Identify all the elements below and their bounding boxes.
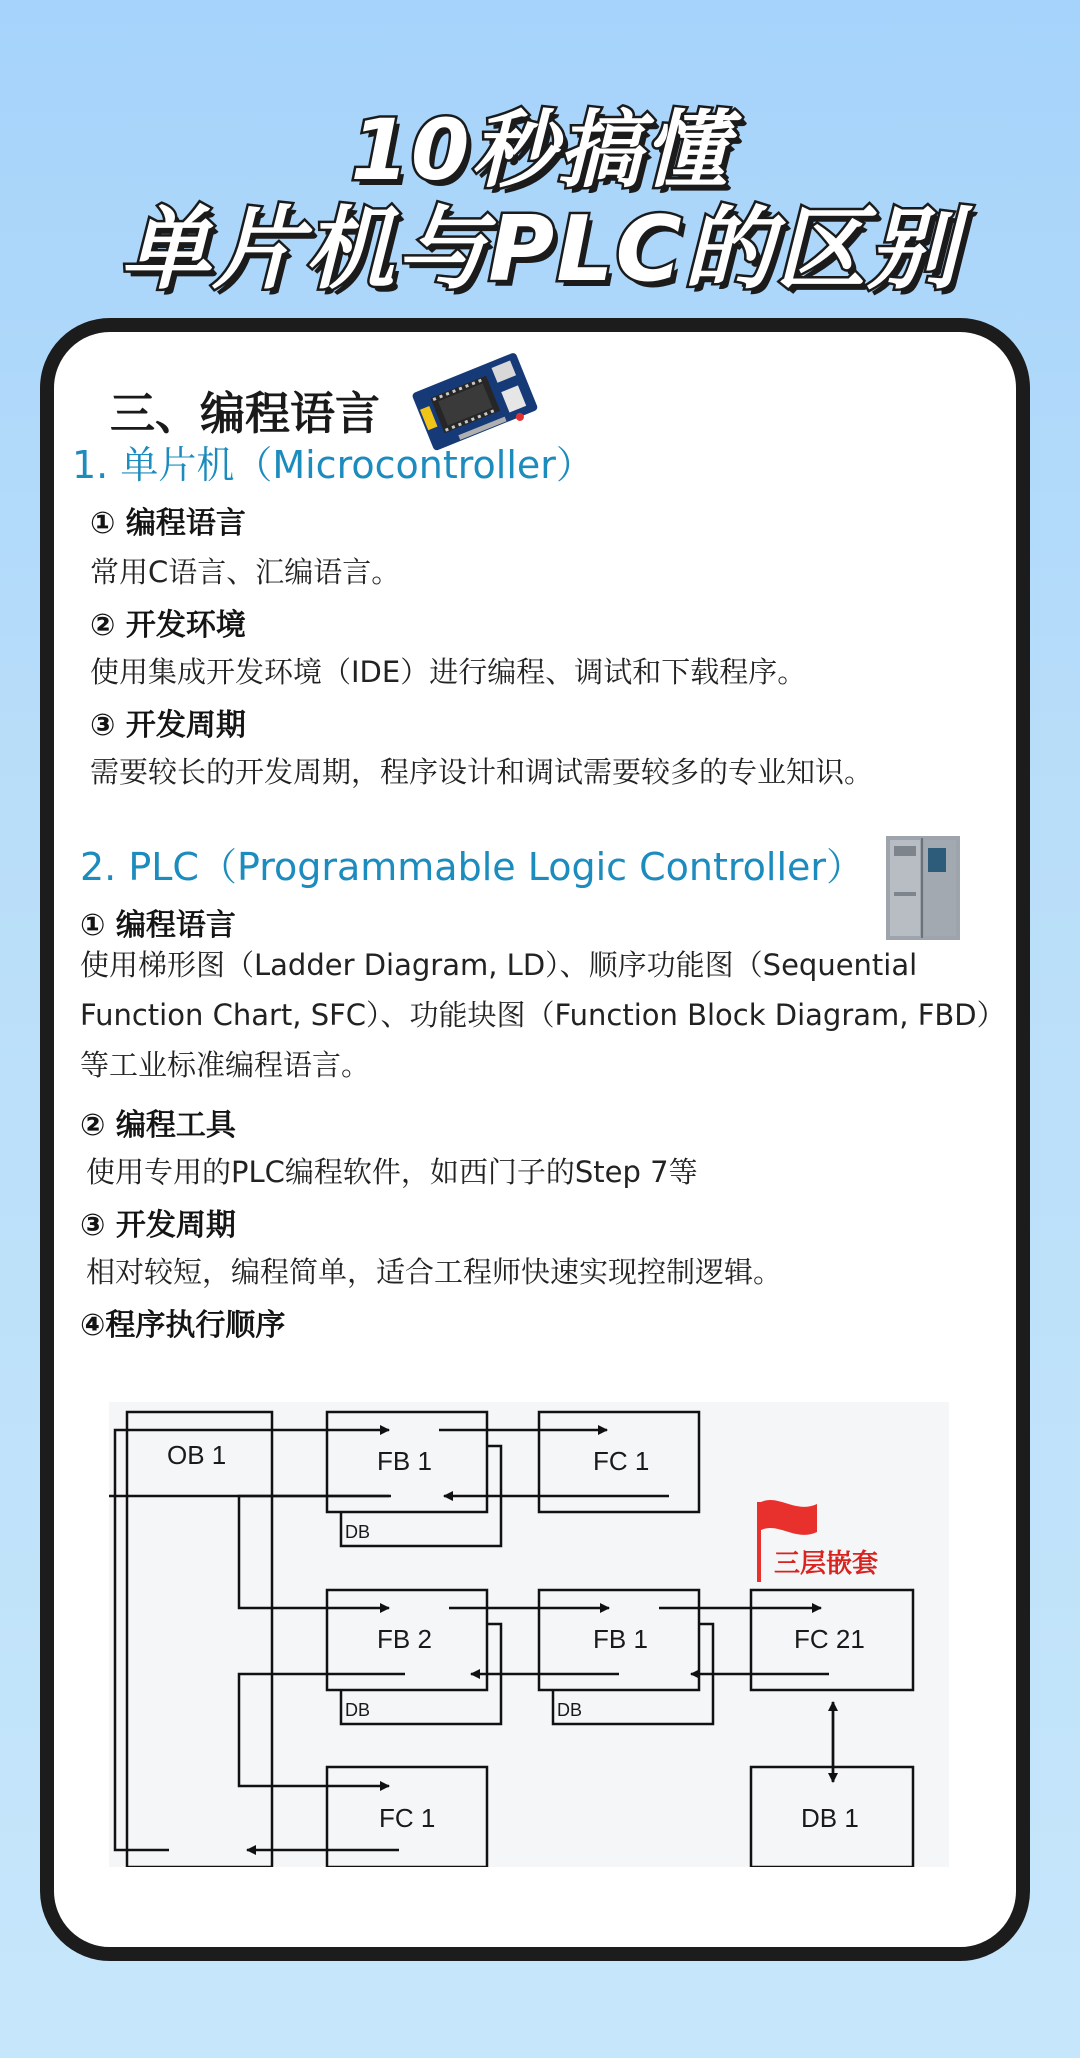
ob1-label: OB 1: [167, 1440, 227, 1470]
fc1-top-label: FC 1: [593, 1446, 650, 1476]
plc-item-3-title: ③ 开发周期: [80, 1208, 236, 1243]
execution-order-diagram: [109, 1402, 949, 1867]
plc-item-4-title: ④程序执行顺序: [80, 1308, 286, 1343]
section-title: 三、编程语言: [110, 387, 381, 440]
db-label-fb1-mid: DB: [557, 1700, 583, 1720]
plc-heading: 2. PLC（Programmable Logic Controller）: [80, 845, 865, 889]
db1-label: DB 1: [801, 1803, 859, 1833]
db-label-fb2: DB: [345, 1700, 371, 1720]
nesting-label: 三层嵌套: [774, 1549, 879, 1579]
mcu-item-3-text: 需要较长的开发周期，程序设计和调试需要较多的专业知识。: [90, 755, 874, 789]
title-line-2: 单片机与PLC的区别: [120, 197, 960, 302]
title-line-1: 10秒搞懂: [350, 101, 730, 199]
content-card: [40, 318, 1030, 1961]
fb1-top-label: FB 1: [377, 1446, 432, 1476]
plc-item-1-text: 使用梯形图（Ladder Diagram, LD）、顺序功能图（Sequential Function Chart, SFC）、功能块图（Function Block Diagram, FBD）等工业标准编程语言。: [80, 948, 992, 1082]
fc21-label: FC 21: [794, 1624, 865, 1654]
mcu-item-3-title: ③ 开发周期: [90, 708, 246, 743]
db-label-fb1-top: DB: [345, 1522, 371, 1542]
ob1-block: [127, 1412, 272, 1867]
fb1-mid-label: FB 1: [593, 1624, 648, 1654]
mcu-heading: 1. 单片机（Microcontroller）: [72, 443, 594, 487]
mcu-item-1-text: 常用C语言、汇编语言。: [90, 555, 401, 589]
mcu-item-2-text: 使用集成开发环境（IDE）进行编程、调试和下载程序。: [90, 655, 807, 689]
plc-item-2-title: ② 编程工具: [80, 1108, 236, 1143]
plc-item-1-title: ① 编程语言: [80, 908, 236, 943]
mcu-item-1-title: ① 编程语言: [90, 506, 246, 541]
plc-item-3-text: 相对较短，编程简单，适合工程师快速实现控制逻辑。: [86, 1255, 783, 1289]
fb2-label: FB 2: [377, 1624, 432, 1654]
plc-item-2-text: 使用专用的PLC编程软件，如西门子的Step 7等: [86, 1155, 698, 1189]
fc1-bottom-label: FC 1: [379, 1803, 436, 1833]
plc-module-image: [882, 832, 964, 944]
mcu-item-2-title: ② 开发环境: [90, 608, 246, 643]
